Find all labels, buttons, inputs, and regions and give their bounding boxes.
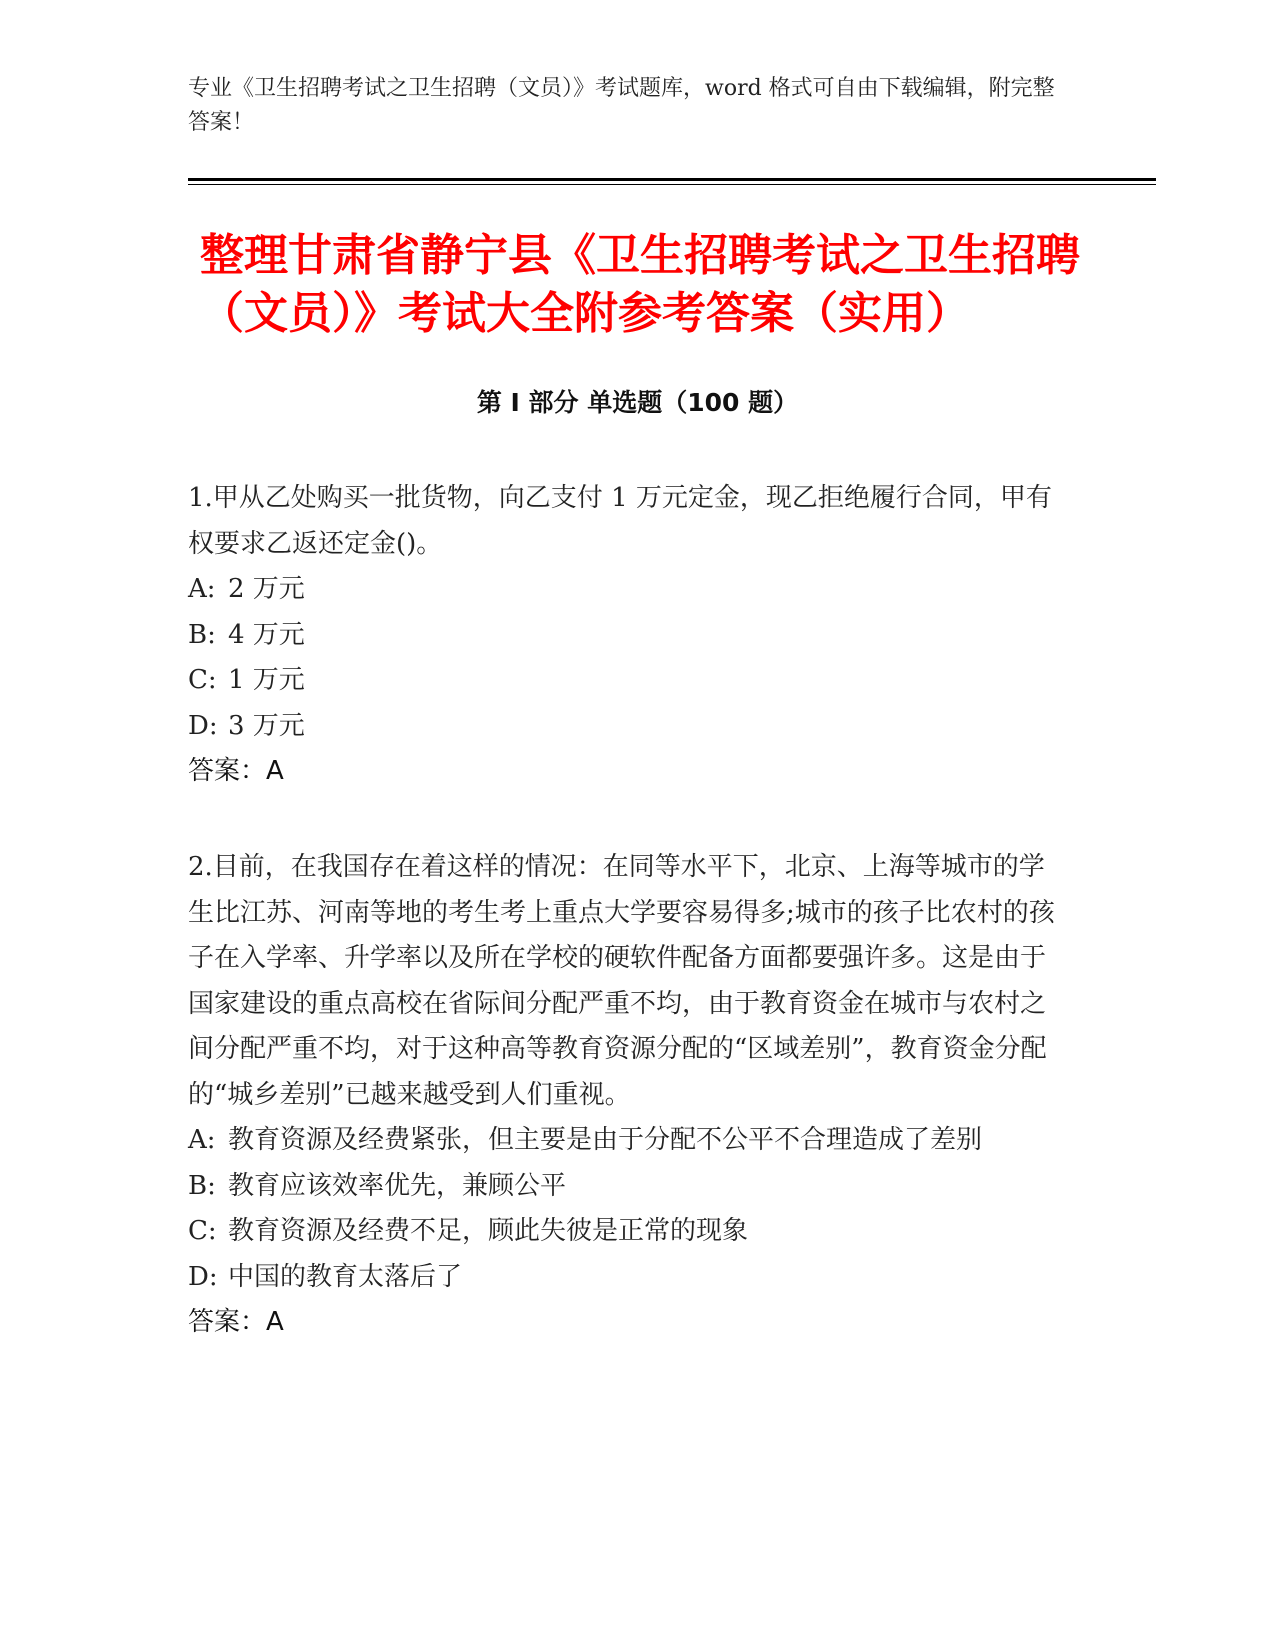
- option-c: [188, 658, 1068, 704]
- option-letter: C:: [188, 1216, 217, 1246]
- option-text: 2 万元: [228, 574, 305, 604]
- header-note: 专业《卫生招聘考试之卫生招聘（文员）》考试题库，word 格式可自由下载编辑，附完整答案！: [188, 76, 1055, 135]
- option-letter: A:: [188, 1125, 216, 1155]
- option-text: 3 万元: [228, 710, 305, 741]
- question-stem: 2.目前，在我国存在着这样的情况：在同等水平下，北京、上海等城市的学生比江苏、河南等地的考生考上重点大学要容易得多;城市的孩子比农村的孩子在入学率、升学率以及所在学校的硬软件配备方面都要强许多。这是由于国家建设的重点高校在省际间分配严重不均，由于教育资金在城市与农村之间分配严重不均，对于这种高等教育资源分配的“区域差别”，教育资金分配的“城乡差别”已越来越受到人们重视。: [188, 852, 1055, 1110]
- option-letter: D:: [188, 1261, 218, 1292]
- section-heading: 第 I 部分 单选题（100 题）: [476, 388, 799, 417]
- option-letter: D:: [188, 710, 218, 741]
- option-d: [188, 1255, 1068, 1301]
- option-text: 教育资源及经费不足，顾此失彼是正常的现象: [228, 1216, 749, 1246]
- option-text: 中国的教育太落后了: [228, 1261, 463, 1292]
- option-text: 教育资源及经费紧张，但主要是由于分配不公平不合理造成了差别: [228, 1125, 983, 1155]
- document-title: 整理甘肃省静宁县《卫生招聘考试之卫生招聘（文员）》考试大全附参考答案（实用）: [200, 230, 1080, 339]
- question-2: [188, 845, 1068, 1346]
- option-a: [188, 1118, 1068, 1164]
- header-divider-thin: [188, 184, 1156, 185]
- question-1: [188, 476, 1068, 795]
- option-text: 1 万元: [228, 665, 305, 695]
- option-text: 4 万元: [228, 619, 305, 650]
- option-c: [188, 1209, 1068, 1255]
- option-b: [188, 613, 1068, 659]
- option-b: [188, 1164, 1068, 1210]
- option-d: [188, 704, 1068, 750]
- option-letter: B:: [188, 619, 216, 650]
- answer-line: 答案：A: [188, 1307, 284, 1337]
- answer-line: 答案：A: [188, 756, 284, 786]
- option-letter: A:: [188, 574, 216, 604]
- header-divider-thick: [188, 178, 1156, 181]
- option-text: 教育应该效率优先，兼顾公平: [228, 1170, 567, 1201]
- option-letter: B:: [188, 1170, 216, 1201]
- question-stem: 1.甲从乙处购买一批货物，向乙支付 1 万元定金，现乙拒绝履行合同，甲有权要求乙返还定金()。: [188, 483, 1052, 559]
- option-a: [188, 567, 1068, 613]
- option-letter: C:: [188, 665, 217, 695]
